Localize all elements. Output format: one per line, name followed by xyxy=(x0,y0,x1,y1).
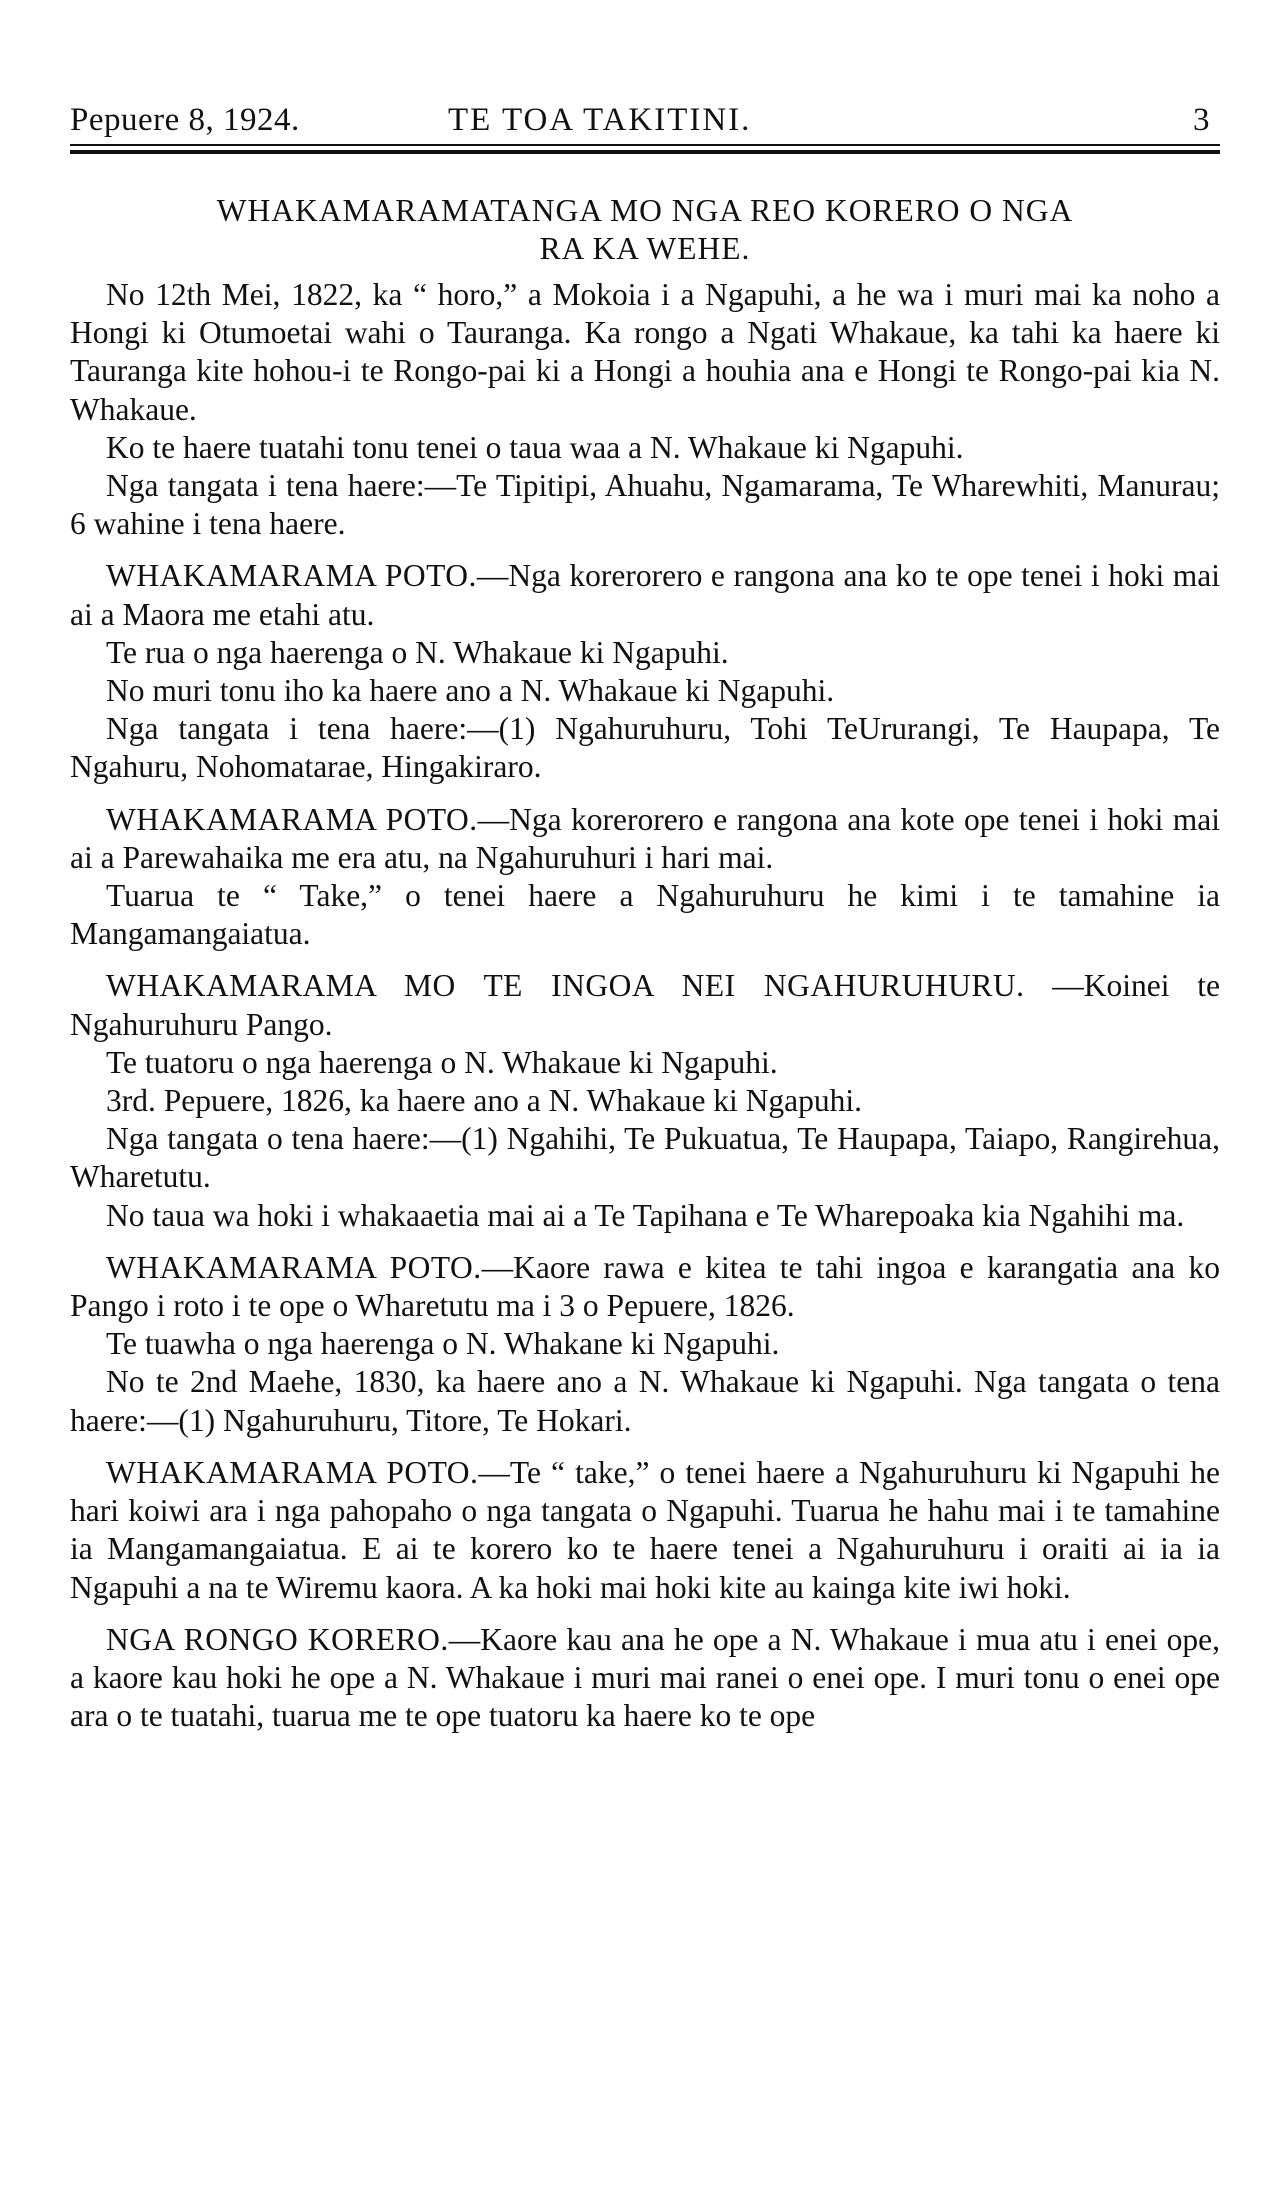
paragraph-text: No muri tonu iho ka haere ano a N. Whakaue ki Ngapuhi. xyxy=(106,673,835,709)
paragraph-text: —Te “ take,” o tenei haere a Ngahuruhuru ki Ngapuhi he hari koiwi ara i nga pahopaho o nga tangata o Ngapuhi. Tuarua he hahu mai i te tamahine ia Mangamangaiatua. E ai te korero ko te haere tenei a Ngahuruhuru i oraiti ai ia ia Ngapuhi a na te Wiremu kaora. A ka hoki mai hoki kite au kainga kite iwi hoki. xyxy=(70,1454,1220,1605)
page-header xyxy=(70,100,1220,140)
paragraph xyxy=(70,634,1220,672)
paragraph-text: No te 2nd Maehe, 1830, ka haere ano a N. Whakaue ki Ngapuhi. Nga tangata o tena haere:—(1) Ngahuruhuru, Titore, Te Hokari. xyxy=(70,1364,1220,1438)
paragraph-text: Te tuatoru o nga haerenga o N. Whakaue ki Ngapuhi. xyxy=(106,1044,778,1080)
article-body xyxy=(70,276,1220,1735)
article-title-line-1: WHAKAMARAMATANGA MO NGA REO KORERO O NGA xyxy=(216,193,1074,228)
page-number: 3 xyxy=(1193,102,1210,138)
paragraph xyxy=(70,1325,1220,1363)
paragraph-text: 3rd. Pepuere, 1826, ka haere ano a N. Whakaue ki Ngapuhi. xyxy=(106,1083,863,1119)
paragraph-text: —Nga korerorero e rangona ana kote ope tenei i hoki mai ai a Parewahaika me era atu, na Ngahuruhuri i hari mai. xyxy=(70,801,1221,875)
paragraph xyxy=(70,557,1220,633)
masthead: TE TOA TAKITINI. xyxy=(448,102,752,138)
paragraph xyxy=(70,877,1220,953)
paragraph-text: Nga tangata o tena haere:—(1) Ngahihi, Te Pukuatua, Te Haupapa, Taiapo, Rangirehua, Wharetutu. xyxy=(70,1121,1220,1195)
article-title-line-2: RA KA WEHE. xyxy=(539,231,751,266)
article-title xyxy=(70,192,1220,268)
paragraph xyxy=(70,1621,1220,1736)
paragraph-text: Te tuawha o nga haerenga o N. Whakane ki Ngapuhi. xyxy=(106,1326,780,1362)
paragraph xyxy=(70,967,1220,1043)
paragraph-text: —Kaore rawa e kitea te tahi ingoa e karangatia ana ko Pango i roto i te ope o Wharetutu ma i 3 o Pepuere, 1826. xyxy=(70,1249,1220,1324)
paragraph xyxy=(70,1082,1220,1120)
paragraph xyxy=(70,276,1220,429)
paragraph-heading: WHAKAMARAMA POTO. xyxy=(106,558,477,594)
paragraph xyxy=(70,1363,1220,1439)
paragraph xyxy=(70,1249,1220,1325)
paragraph-heading: WHAKAMARAMA POTO. xyxy=(106,1454,479,1490)
paragraph-text: Nga tangata i tena haere:—Te Tipitipi, Ahuahu, Ngamarama, Te Wharewhiti, Manurau; 6 wahine i tena haere. xyxy=(70,468,1220,542)
paragraph-text: —Koinei te Ngahuruhuru Pango. xyxy=(70,968,1220,1042)
paragraph-text: Ko te haere tuatahi tonu tenei o taua waa a N. Whakaue ki Ngapuhi. xyxy=(106,429,964,465)
paragraph-text: No taua wa hoki i whakaaetia mai ai a Te Tapihana e Te Wharepoaka kia Ngahihi ma. xyxy=(106,1197,1185,1233)
header-rule-thick xyxy=(70,150,1220,154)
paragraph-text: —Kaore kau ana he ope a N. Whakaue i mua atu i enei ope, a kaore kau hoki he ope a N. Whakaue i muri mai ranei o enei ope. I muri tonu o enei ope ara o te tuatahi, tuarua me te ope tuatoru ka haere ko te ope xyxy=(70,1621,1220,1734)
paragraph-heading: WHAKAMARAMA POTO. xyxy=(106,1249,482,1285)
paragraph-text: Te rua o nga haerenga o N. Whakaue ki Ngapuhi. xyxy=(106,634,729,670)
paragraph xyxy=(70,710,1220,786)
paragraph-text: Tuarua te “ Take,” o tenei haere a Ngahuruhuru he kimi i te tamahine ia Mangamangaiatua. xyxy=(70,878,1220,952)
paragraph xyxy=(70,672,1220,710)
paragraph-text: No 12th Mei, 1822, ka “ horo,” a Mokoia i a Ngapuhi, a he wa i muri mai ka noho a Hongi ki Otumoetai wahi o Tauranga. Ka rongo a Ngati Whakaue, ka tahi ka haere ki Tauranga kite hohou-i te Rongo-pai ki a Hongi a houhia ana e Hongi te Rongo-pai kia N. Whakaue. xyxy=(70,277,1220,427)
paragraph-text: Nga tangata i tena haere:—(1) Ngahuruhuru, Tohi TeUrurangi, Te Haupapa, Te Ngahuru, Nohomatarae, Hingakiraro. xyxy=(70,711,1220,785)
paragraph-heading: WHAKAMARAMA POTO. xyxy=(106,801,478,837)
paragraph-heading: WHAKAMARAMA MO TE INGOA NEI NGAHURUHURU. xyxy=(106,968,1025,1004)
header-rule-thin xyxy=(70,144,1220,146)
paragraph xyxy=(70,1120,1220,1196)
paragraph-text: —Nga korerorero e rangona ana ko te ope tenei i hoki mai ai a Maora me etahi atu. xyxy=(70,558,1220,632)
paragraph xyxy=(70,467,1220,543)
paragraph xyxy=(70,1197,1220,1235)
paragraph xyxy=(70,1454,1220,1607)
paragraph xyxy=(70,1044,1220,1082)
paragraph xyxy=(70,801,1220,877)
paragraph-heading: NGA RONGO KORERO. xyxy=(106,1621,449,1657)
issue-date: Pepuere 8, 1924. xyxy=(70,102,300,138)
newspaper-page xyxy=(70,100,1220,1735)
paragraph xyxy=(70,429,1220,467)
